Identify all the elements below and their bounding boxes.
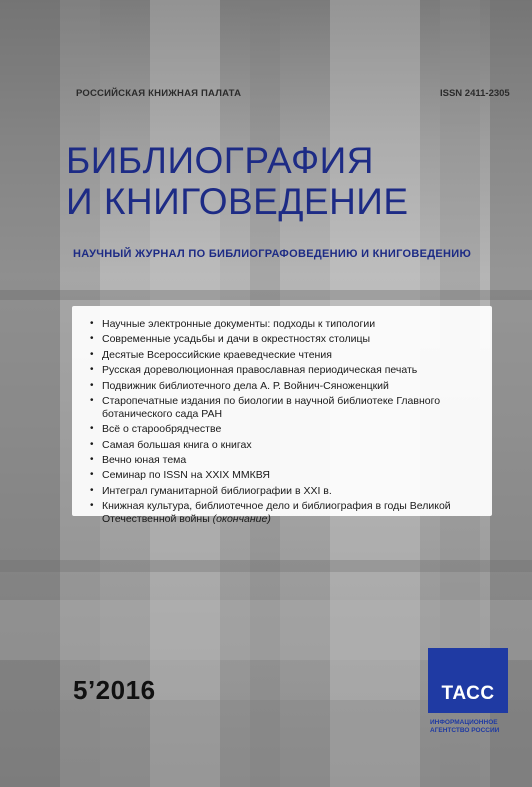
contents-item: • Русская дореволюционная православная периодическая печать — [90, 364, 418, 377]
tass-logo: ТАСС — [441, 683, 495, 704]
journal-subtitle: НАУЧНЫЙ ЖУРНАЛ ПО БИБЛИОГРАФОВЕДЕНИЮ И КНИГОВЕДЕНИЮ — [73, 248, 472, 260]
bullet-icon: • — [90, 348, 94, 360]
bullet-icon: • — [90, 364, 94, 376]
tass-caption-line-1: ИНФОРМАЦИОННОЕ — [430, 719, 498, 726]
bullet-icon: • — [90, 333, 94, 345]
contents-item: • Научные электронные документы: подходы к типологии — [90, 318, 376, 330]
bullet-icon: • — [90, 500, 94, 512]
tass-caption — [430, 719, 520, 735]
contents-item: • Старопечатные издания по биологии в научной библиотеке Главного ботанического сада РАН — [90, 394, 441, 420]
tass-caption-line-2: АГЕНТСТВО РОССИИ — [430, 727, 500, 734]
contents-item-suffix: (окончание) — [212, 512, 271, 525]
contents-item: • Десятые Всероссийские краеведческие чтения — [90, 348, 332, 361]
contents-item: • Вечно юная тема — [90, 453, 187, 466]
bullet-icon: • — [90, 394, 94, 406]
contents-item: • Самая большая книга о книгах — [90, 438, 252, 451]
contents-item: • Подвижник библиотечного дела А. Р. Войнич-Сяноженцкий — [90, 379, 389, 392]
publisher-name: РОССИЙСКАЯ КНИЖНАЯ ПАЛАТА — [76, 88, 242, 99]
contents-item: • Интеграл гуманитарной библиографии в XXI в. — [90, 484, 332, 497]
journal-title — [66, 140, 409, 222]
journal-title-line-1: БИБЛИОГРАФИЯ — [66, 140, 374, 181]
contents-list — [72, 306, 492, 526]
bullet-icon: • — [90, 469, 94, 481]
bullet-icon: • — [90, 438, 94, 450]
bullet-icon: • — [90, 379, 94, 391]
contents-item: • Семинар по ISSN на XXIX ММКВЯ — [90, 469, 271, 482]
bullet-icon: • — [90, 423, 94, 435]
issn-number: ISSN 2411-2305 — [440, 88, 510, 99]
contents-item: • Современные усадьбы и дачи в окрестностях столицы — [90, 333, 371, 346]
contents-item: • Всё о старообрядчестве — [90, 423, 222, 436]
tass-logo-block — [428, 648, 508, 713]
contents-item: • Книжная культура, библиотечное дело и библиография в годы Великой Отечественной войны (окончание) — [90, 500, 451, 525]
bullet-icon: • — [90, 484, 94, 496]
bullet-icon: • — [90, 453, 94, 465]
issue-number: 5’2016 — [73, 675, 156, 705]
contents-box — [72, 306, 492, 525]
bullet-icon: • — [90, 318, 94, 329]
journal-title-line-2: И КНИГОВЕДЕНИЕ — [66, 181, 409, 222]
